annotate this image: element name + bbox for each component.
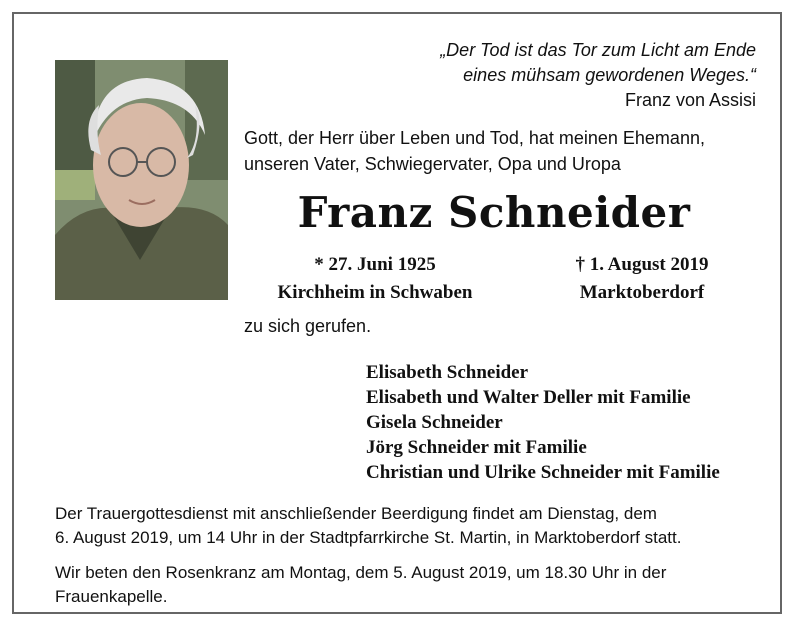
called-home-text: zu sich gerufen.: [244, 316, 372, 336]
rosary-line-1: Wir beten den Rosenkranz am Montag, dem 5. August 2019, um 18.30 Uhr in der: [55, 563, 667, 582]
portrait-illustration: [55, 60, 228, 300]
birth-date: * 27. Juni 1925: [314, 254, 436, 275]
epigraph-quote: [440, 38, 756, 113]
birth-place: Kirchheim in Schwaben: [277, 282, 473, 303]
mourner-item: Elisabeth Schneider: [366, 362, 529, 383]
portrait-photo: [55, 60, 228, 300]
service-line-2: 6. August 2019, um 14 Uhr in der Stadtpfarrkirche St. Martin, in Marktoberdorf statt.: [55, 528, 682, 547]
intro-line-2: unseren Vater, Schwiegervater, Opa und Uropa: [244, 154, 621, 174]
death-info: [522, 251, 762, 307]
service-line-1: Der Trauergottesdienst mit anschließender Beerdigung findet am Dienstag, dem: [55, 504, 657, 523]
mourner-item: Gisela Schneider: [366, 412, 503, 433]
quote-line-2: eines mühsam gewordenen Weges.“: [463, 65, 756, 85]
intro-text: [244, 125, 774, 177]
funeral-service-info: [55, 502, 770, 550]
mourner-item: Elisabeth und Walter Deller mit Familie: [366, 387, 691, 408]
mourner-item: Christian und Ulrike Schneider mit Familie: [366, 462, 720, 483]
death-date: † 1. August 2019: [575, 254, 709, 275]
quote-author: Franz von Assisi: [624, 90, 756, 110]
rosary-line-2: Frauenkapelle.: [55, 587, 168, 606]
mourner-item: Jörg Schneider mit Familie: [366, 437, 587, 458]
death-place: Marktoberdorf: [579, 282, 705, 303]
rosary-info: [55, 561, 770, 609]
intro-line-1: Gott, der Herr über Leben und Tod, hat meinen Ehemann,: [244, 128, 705, 148]
quote-line-1: „Der Tod ist das Tor zum Licht am Ende: [440, 40, 756, 60]
birth-info: [250, 251, 500, 307]
deceased-name: Franz Schneider: [297, 188, 691, 237]
mourners-list: [366, 360, 720, 485]
